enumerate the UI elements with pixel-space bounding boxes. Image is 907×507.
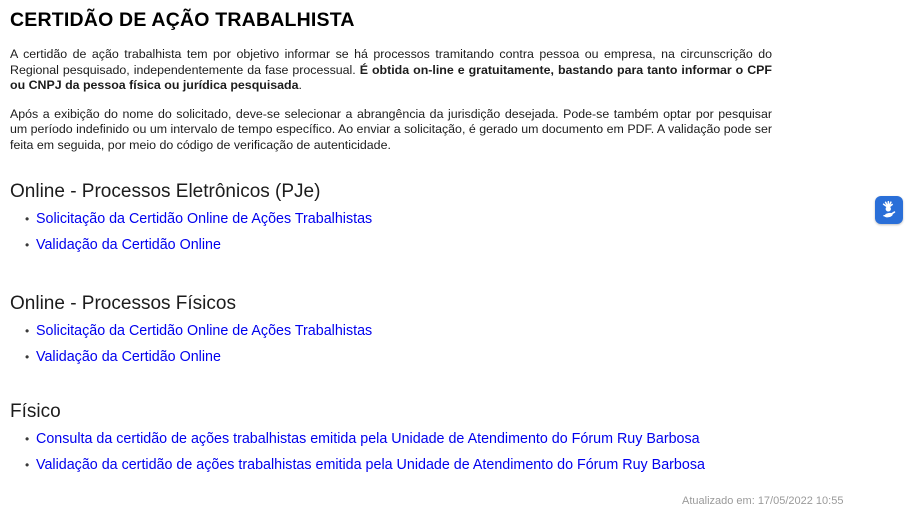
list-item [36,344,907,370]
link-list-fisico [10,426,907,478]
section-heading-online-pje: Online - Processos Eletrônicos (PJe) [10,180,321,202]
link-list-online-pje [10,206,907,258]
page-title: CERTIDÃO DE AÇÃO TRABALHISTA [10,9,355,31]
libras-hands-icon [878,199,900,221]
intro-paragraph-1-normal: A certidão de ação trabalhista tem por objetivo informar se há processos tramitando contra pessoa ou empresa, na circunscrição do Regional pesquisado, independentemente da fase processual. [10,47,772,77]
list-item [36,318,907,344]
list-item [36,206,907,232]
updated-byline: Atualizado em: 17/05/2022 10:55 [682,495,844,507]
link-consulta-certidao-ruy-barbosa[interactable]: Consulta da certidão de ações trabalhistas emitida pela Unidade de Atendimento do Fórum Ruy Barbosa [36,430,700,447]
list-item [36,232,907,258]
vlibras-accessibility-button[interactable] [875,196,903,224]
list-item [36,426,907,452]
section-online-pje [10,182,907,258]
section-heading-online-fisicos: Online - Processos Físicos [10,292,236,314]
list-item [36,452,907,478]
link-list-online-fisicos [10,318,907,370]
link-validacao-certidao-fisicos[interactable]: Validação da Certidão Online [36,348,221,365]
link-validacao-certidao-ruy-barbosa[interactable]: Validação da certidão de ações trabalhistas emitida pela Unidade de Atendimento do Fórum Ruy Barbosa [36,456,705,473]
intro-paragraph-2: Após a exibição do nome do solicitado, deve-se selecionar a abrangência da jurisdição desejada. Pode-se também optar por pesquisar um período indefinido ou um intervalo de tempo específico. Ao enviar a solicitação, é gerado um documento em PDF. A validação pode ser feita em seguida, por meio do código de verificação de autenticidade. [10,106,772,152]
link-solicitacao-certidao-pje[interactable]: Solicitação da Certidão Online de Ações Trabalhistas [36,210,373,227]
intro-paragraph-1-bold: É obtida on-line e gratuitamente, bastando para tanto informar o CPF ou CNPJ da pessoa física ou jurídica pesquisada [10,62,772,93]
link-validacao-certidao-pje[interactable]: Validação da Certidão Online [36,236,221,253]
link-solicitacao-certidao-fisicos[interactable]: Solicitação da Certidão Online de Ações Trabalhistas [36,322,373,339]
intro-paragraph-1-tail: . [298,78,302,93]
intro-paragraph-1 [10,47,772,94]
section-online-fisicos [10,294,907,370]
section-fisico [10,402,907,478]
section-heading-fisico: Físico [10,400,61,422]
